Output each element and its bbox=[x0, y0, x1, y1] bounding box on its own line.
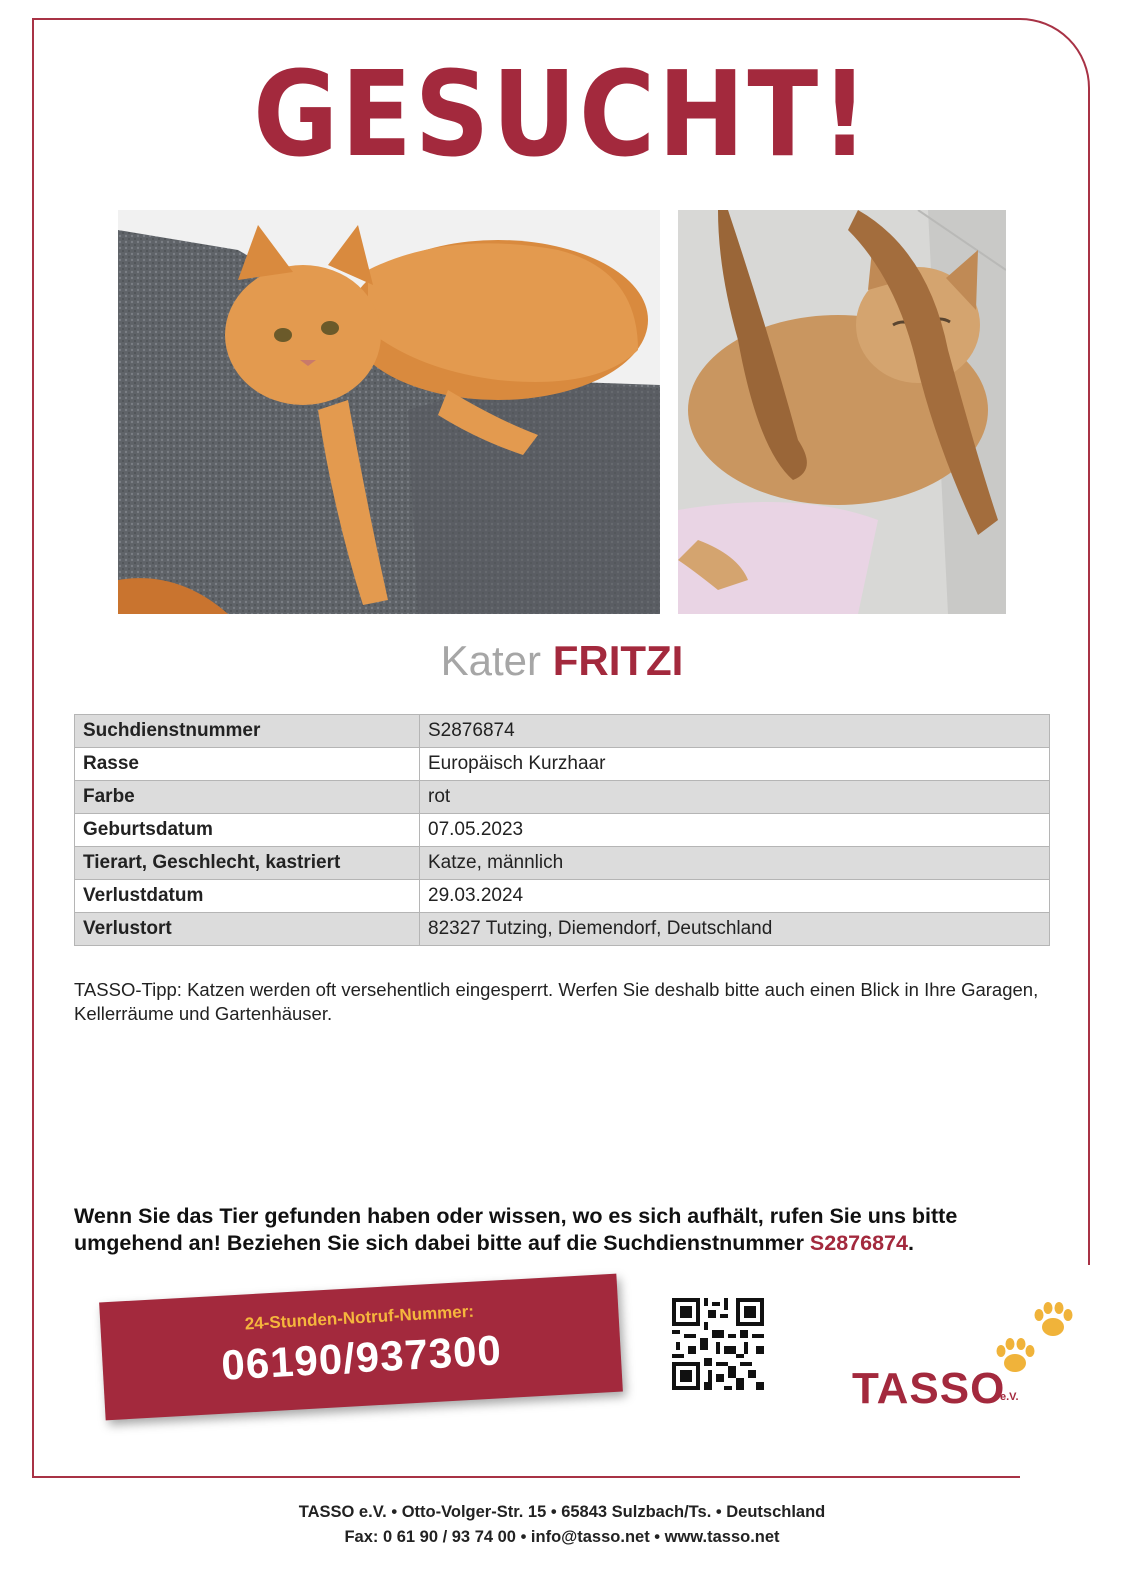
row-value: Europäisch Kurzhaar bbox=[420, 748, 1050, 781]
qr-code-icon[interactable] bbox=[672, 1298, 764, 1390]
table-row bbox=[75, 781, 1050, 814]
hotline-label: 24-Stunden-Notruf-Nummer: bbox=[244, 1301, 475, 1334]
cta-text: Wenn Sie das Tier gefunden haben oder wissen, wo es sich aufhält, rufen Sie uns bitte umgehend an! Beziehen Sie sich dabei bitte auf die Suchdienstnummer bbox=[74, 1204, 958, 1255]
row-value: S2876874 bbox=[420, 715, 1050, 748]
row-label: Tierart, Geschlecht, kastriert bbox=[75, 847, 420, 880]
row-value: 29.03.2024 bbox=[420, 880, 1050, 913]
row-value: rot bbox=[420, 781, 1050, 814]
cta-search-number: S2876874 bbox=[809, 1231, 908, 1255]
headline: GESUCHT! bbox=[253, 45, 871, 183]
animal-name-value: FRITZI bbox=[552, 637, 684, 684]
animal-name bbox=[0, 637, 1124, 684]
row-label: Geburtsdatum bbox=[75, 814, 420, 847]
call-to-action bbox=[74, 1203, 1054, 1257]
hotline-number[interactable]: 06190/937300 bbox=[220, 1326, 503, 1389]
animal-prefix: Kater bbox=[440, 637, 542, 684]
row-value: Katze, männlich bbox=[420, 847, 1050, 880]
table-row bbox=[75, 814, 1050, 847]
cat-photo-with-dog bbox=[678, 210, 1006, 614]
logo-suffix: e.V. bbox=[1000, 1391, 1019, 1403]
table-row bbox=[75, 748, 1050, 781]
row-label: Rasse bbox=[75, 748, 420, 781]
table-row bbox=[75, 847, 1050, 880]
row-label: Verlustdatum bbox=[75, 880, 420, 913]
row-value: 07.05.2023 bbox=[420, 814, 1050, 847]
row-label: Verlustort bbox=[75, 913, 420, 946]
tasso-logo bbox=[852, 1296, 1082, 1416]
footer-contact[interactable]: Fax: 0 61 90 / 93 74 00 • info@tasso.net • www.tasso.net bbox=[344, 1528, 780, 1546]
footer bbox=[0, 1500, 1124, 1550]
row-value: 82327 Tutzing, Diemendorf, Deutschland bbox=[420, 913, 1050, 946]
cta-end: . bbox=[907, 1231, 914, 1255]
row-label: Suchdienstnummer bbox=[75, 715, 420, 748]
table-row bbox=[75, 880, 1050, 913]
footer-address: TASSO e.V. • Otto-Volger-Str. 15 • 65843 Sulzbach/Ts. • Deutschland bbox=[298, 1503, 826, 1521]
row-label: Farbe bbox=[75, 781, 420, 814]
paw-icon bbox=[1032, 1300, 1074, 1340]
cat-photo-lying-on-sofa bbox=[118, 210, 660, 614]
details-table bbox=[74, 714, 1050, 946]
logo-wordmark: TASSO bbox=[852, 1364, 1006, 1413]
table-row bbox=[75, 715, 1050, 748]
tasso-tip: TASSO-Tipp: Katzen werden oft versehentlich eingesperrt. Werfen Sie deshalb bitte auch einen Blick in Ihre Garagen, Kellerräume und Gartenhäuser. bbox=[74, 979, 1039, 1024]
table-row bbox=[75, 913, 1050, 946]
